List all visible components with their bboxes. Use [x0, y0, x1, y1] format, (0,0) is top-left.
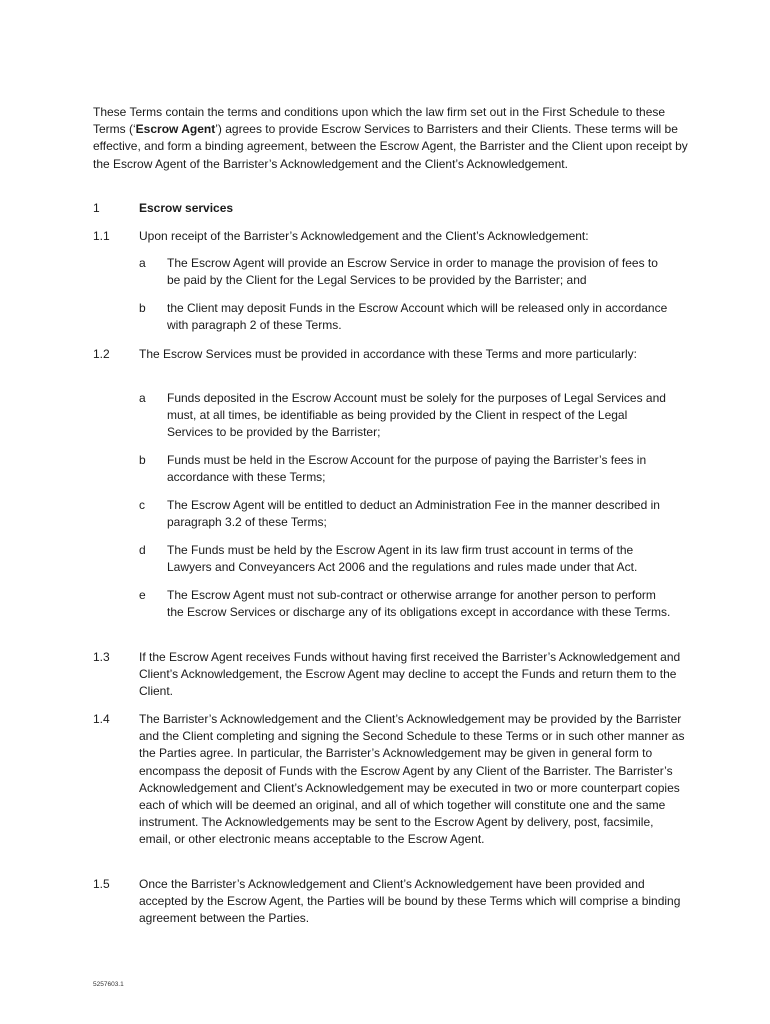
subclause-text: The Funds must be held by the Escrow Agent in its law firm trust account in terms of the Lawyers and Conveyancers Act 2006 and the regulations and rules made under that Act.	[167, 543, 638, 575]
subclause-text: The Escrow Agent will provide an Escrow Service in order to manage the provision of fees to be paid by the Client for the Legal Services to be provided by the Barrister; and	[167, 256, 658, 288]
subclause-text: the Client may deposit Funds in the Escrow Account which will be released only in accordance with paragraph 2 of these Terms.	[167, 301, 668, 333]
clause-number: 1.3	[93, 650, 110, 664]
subclause-text: The Escrow Agent will be entitled to deduct an Administration Fee in the manner described in paragraph 3.2 of these Terms;	[167, 498, 660, 530]
subclause-letter: b	[139, 453, 146, 467]
subclause-text: The Escrow Agent must not sub-contract or otherwise arrange for another person to perform the Escrow Services or discharge any of its obligations except in accordance with these Terms.	[167, 588, 671, 620]
clause-number: 1.2	[93, 347, 110, 361]
intro-text-end: ’) agrees to provide Escrow Services to Barristers and their Clients. These terms will be effective, and form a binding agreement, between the Escrow Agent, the Barrister and the Client upon receipt by the Escrow Agent of the Barrister’s Acknowledgement and the Client’s Acknowledgement.	[93, 122, 688, 171]
clause-number: 1.4	[93, 712, 110, 726]
clause-text: Upon receipt of the Barrister’s Acknowledgement and the Client’s Acknowledgement:	[139, 229, 589, 243]
clause-text: Once the Barrister’s Acknowledgement and Client’s Acknowledgement have been provided and accepted by the Escrow Agent, the Parties will be bound by these Terms which will comprise a binding agreement between the Parties.	[139, 877, 681, 926]
subclause-letter: a	[139, 256, 146, 270]
clause-text: If the Escrow Agent receives Funds without having first received the Barrister’s Acknowledgement and Client’s Acknowledgement, the Escrow Agent may decline to accept the Funds and return them to the Client.	[139, 650, 681, 699]
clause-text: The Barrister’s Acknowledgement and the Client’s Acknowledgement may be provided by the Barrister and the Client completing and signing the Second Schedule to these Terms or in such other manner as the Parties agree. In particular, the Barrister’s Acknowledgement may be given in general form to encompass the deposit of Funds with the Escrow Agent by any Client of the Barrister. The Barrister’s Acknowledgement and Client’s Acknowledgement may be executed in two or more counterpart copies each of which will be deemed an original, and all of which together will constitute one and the same instrument. The Acknowledgements may be sent to the Escrow Agent by delivery, post, facsimile, email, or other electronic means acceptable to the Escrow Agent.	[139, 712, 685, 847]
document-reference: 5257603.1	[93, 981, 124, 988]
subclause-text: Funds must be held in the Escrow Account for the purpose of paying the Barrister’s fees in accordance with these Terms;	[167, 453, 647, 485]
subclause-text: Funds deposited in the Escrow Account must be solely for the purposes of Legal Services and must, at all times, be identifiable as being provided by the Client in respect of the Legal Services to be provided by the Barrister;	[167, 391, 666, 440]
subclause-letter: e	[139, 588, 146, 602]
clause-text: The Escrow Services must be provided in accordance with these Terms and more particularly:	[139, 347, 637, 361]
defined-term-escrow-agent: Escrow Agent	[135, 122, 216, 137]
intro-paragraph	[93, 104, 688, 173]
section-number: 1	[93, 201, 100, 215]
clause-number: 1.1	[93, 229, 110, 243]
intro-text-start: These Terms contain the terms and conditions upon which the law firm set out in the First Schedule to these Terms (‘	[93, 105, 666, 137]
clause-number: 1.5	[93, 877, 110, 891]
subclause-letter: a	[139, 391, 146, 405]
subclause-letter: c	[139, 498, 145, 512]
subclause-letter: b	[139, 301, 146, 315]
section-title: Escrow services	[139, 201, 234, 215]
subclause-letter: d	[139, 543, 146, 557]
